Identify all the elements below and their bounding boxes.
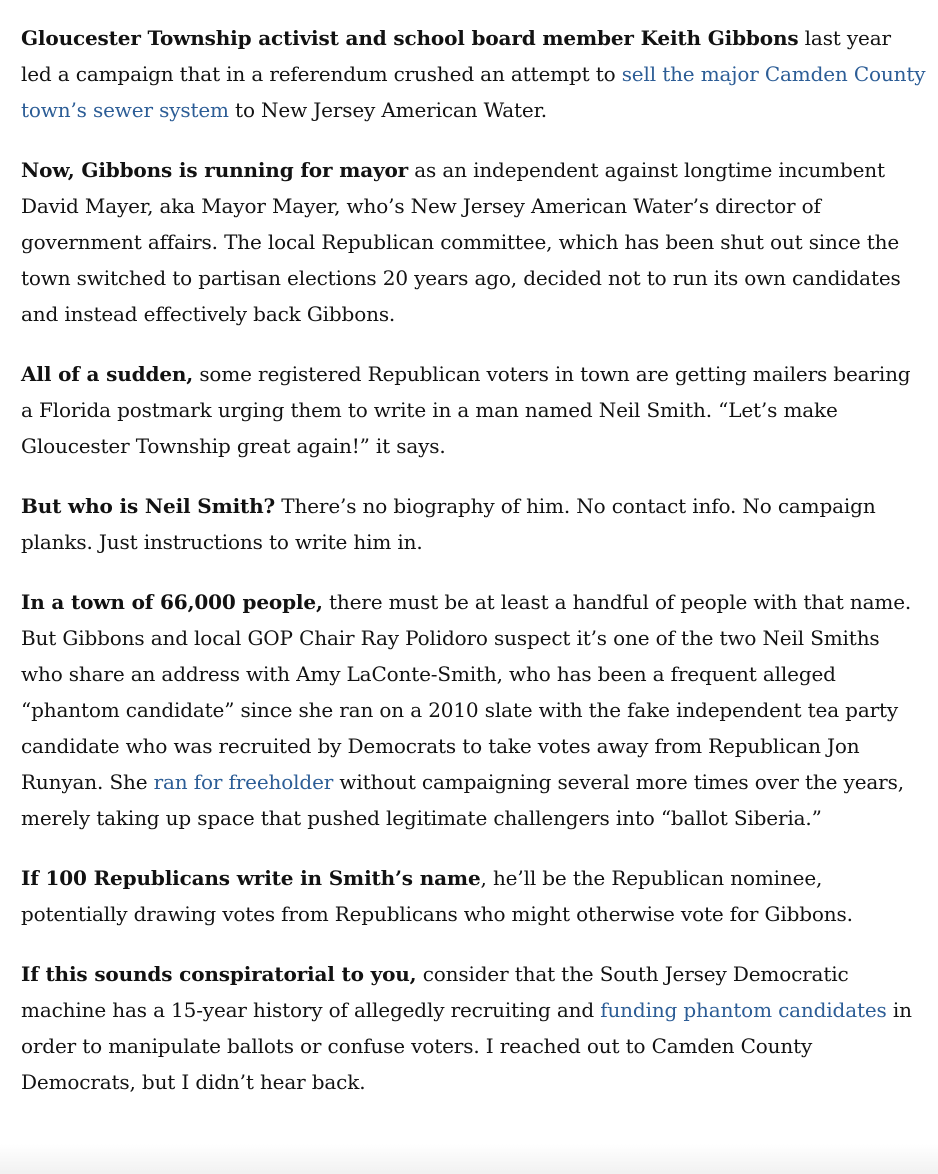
paragraph-lead: If 100 Republicans write in Smith’s name — [21, 866, 481, 890]
phantom-candidates-link[interactable]: funding phantom candidates — [600, 998, 887, 1022]
paragraph-text: There’s no biography of him. No contact info. No campaign planks. Just instructions to write him in. — [21, 494, 876, 554]
paragraph-text: last year led a campaign that in a referendum crushed an attempt to — [21, 26, 891, 86]
paragraph — [21, 356, 926, 464]
paragraph-lead: But who is Neil Smith? — [21, 494, 276, 518]
paragraph-lead: All of a sudden, — [21, 362, 194, 386]
article-body — [21, 0, 926, 1124]
freeholder-link[interactable]: ran for freeholder — [153, 770, 334, 794]
paragraph-text: consider that the South Jersey Democratic machine has a 15-year history of allegedly recruiting and — [21, 962, 849, 1022]
paragraph — [21, 152, 926, 332]
paragraph — [21, 956, 926, 1100]
paragraph-text: in order to manipulate ballots or confuse voters. I reached out to Camden County Democrats, but I didn’t hear back. — [21, 998, 912, 1094]
paragraph-lead: Now, Gibbons is running for mayor — [21, 158, 409, 182]
paragraph-text: without campaigning several more times over the years, merely taking up space that pushed legitimate challengers into “ballot Siberia.” — [21, 770, 904, 830]
paragraph-text: as an independent against longtime incumbent David Mayer, aka Mayor Mayer, who’s New Jersey American Water’s director of government affairs. The local Republican committee, which has been shut out since the town switched to partisan elections 20 years ago, decided not to run its own candidates and instead effectively back Gibbons. — [21, 158, 901, 326]
paragraph-lead: If this sounds conspiratorial to you, — [21, 962, 417, 986]
sewer-sale-link[interactable]: sell the major Camden County town’s sewer system — [21, 62, 926, 122]
paragraph — [21, 584, 926, 836]
paragraph — [21, 860, 926, 932]
paragraph-lead: In a town of 66,000 people, — [21, 590, 323, 614]
paragraph — [21, 488, 926, 560]
paragraph-text: there must be at least a handful of people with that name. But Gibbons and local GOP Chair Ray Polidoro suspect it’s one of the two Neil Smiths who share an address with Amy LaConte-Smith, who has been a frequent alleged “phantom candidate” since she ran on a 2010 slate with the fake independent tea party candidate who was recruited by Democrats to take votes away from Republican Jon Runyan. She — [21, 590, 912, 794]
paragraph-text: to New Jersey American Water. — [228, 98, 548, 122]
paragraph-lead: Gloucester Township activist and school board member Keith Gibbons — [21, 26, 799, 50]
paragraph — [21, 20, 926, 128]
paragraph-text: some registered Republican voters in town are getting mailers bearing a Florida postmark urging them to write in a man named Neil Smith. “Let’s make Gloucester Township great again!” it says. — [21, 362, 911, 458]
bottom-fade — [0, 1144, 938, 1174]
paragraph-text: , he’ll be the Republican nominee, potentially drawing votes from Republicans who might otherwise vote for Gibbons. — [21, 866, 853, 926]
